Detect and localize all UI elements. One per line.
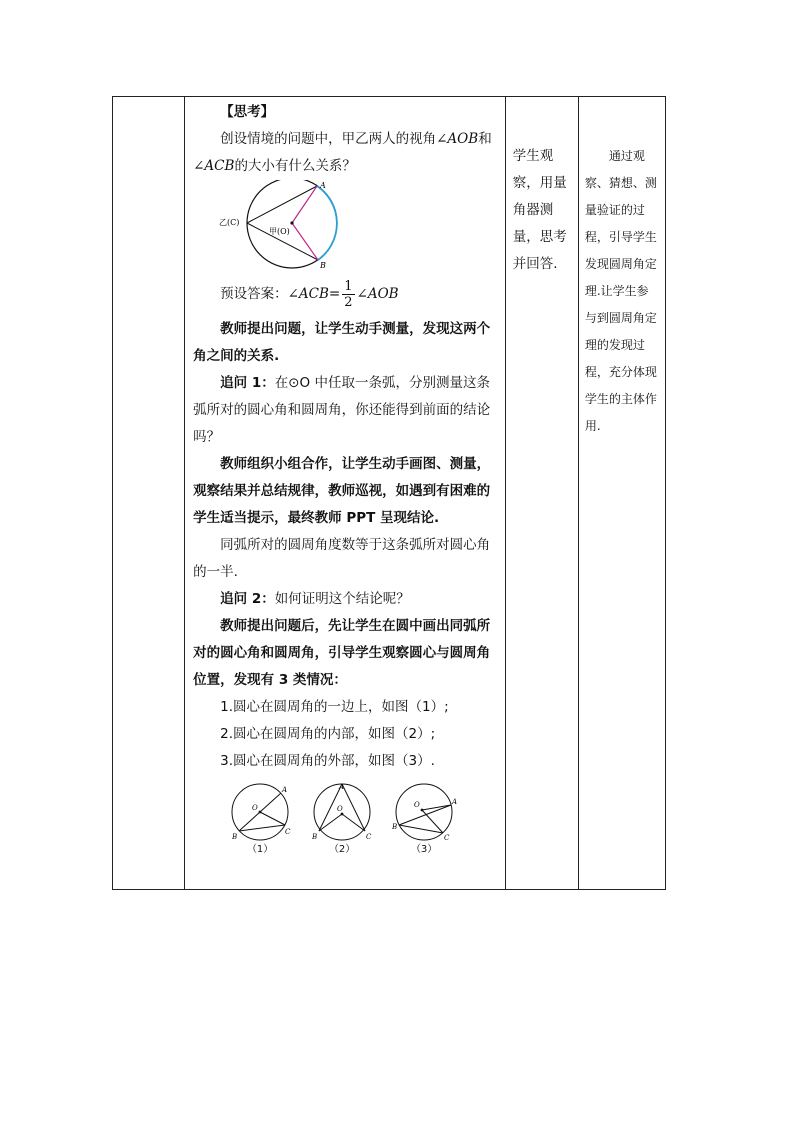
angle-acb: ∠ACB: [193, 158, 235, 174]
teacher-prompt-1: 教师提出问题，让学生动手测量，发现这两个角之间的关系.: [193, 321, 491, 364]
answer-left: ∠ACB=: [287, 285, 341, 302]
case-item-3: 3.圆心在圆周角的外部，如图（3）.: [220, 753, 435, 769]
radius-ob: [292, 223, 318, 260]
design-intent-cell: [578, 97, 665, 890]
viewing-angle-figure: [219, 180, 349, 272]
label-o: 甲(O): [269, 227, 290, 236]
teaching-content-cell: [185, 97, 506, 890]
conclusion: 同弧所对的圆周角度数等于这条弧所对圆心角的一半.: [193, 537, 491, 580]
fig1-label-c: C: [285, 828, 291, 836]
case-1-caption: （1）: [246, 844, 274, 855]
chord-ca: [247, 186, 317, 223]
intro-text-2: 和: [478, 131, 492, 147]
case-figure-2: [301, 781, 383, 857]
student-activity-text: 学生观察，用量角器测量，思考并回答.: [512, 148, 567, 272]
fig2-label-b: B: [312, 833, 318, 841]
fig2-label-a: A: [339, 783, 345, 791]
teacher-prompt-2: 教师组织小组合作，让学生动手画图、测量，观察结果并总结规律，教师巡视，如遇到有困难的学生适当提示，最终教师 PPT 呈现结论.: [193, 456, 491, 526]
case-2-diagram: [307, 781, 377, 843]
fig1-label-b: B: [232, 833, 238, 841]
case-item-2: 2.圆心在圆周角的内部，如图（2）;: [220, 726, 436, 742]
case-item-1: 1.圆心在圆周角的一边上，如图（1）;: [220, 699, 449, 715]
label-c: 乙(C): [219, 218, 240, 227]
section-heading: 【思考】: [220, 104, 275, 120]
teacher-prompt-3: 教师提出问题后，先让学生在圆中画出同弧所对的圆心角和圆周角，引导学生观察圆心与圆周角位置，发现有 3 类情况：: [193, 618, 491, 688]
angle-aob: ∠AOB: [436, 131, 479, 147]
followup-2-text: 如何证明这个结论呢？: [274, 591, 410, 607]
stage-column: [113, 97, 185, 890]
center-point: [291, 221, 294, 224]
half-fraction: [342, 279, 354, 310]
intro-text-1: 创设情境的问题中，甲乙两人的视角: [220, 131, 437, 147]
label-a: A: [320, 181, 326, 190]
fraction-numerator: 1: [344, 278, 353, 294]
radius-oa: [292, 186, 317, 223]
intro-question: [193, 126, 499, 180]
fig3-label-b: B: [392, 823, 398, 831]
case-2-caption: （2）: [328, 844, 356, 855]
case-3-caption: （3）: [410, 844, 438, 855]
fraction-denominator: 2: [344, 294, 353, 310]
design-intent-body: 通过观察、猜想、测量验证的过程，引导学生发现圆周角定理.让学生参与到圆周角定理的发现过程，充分体现学生的主体作用.: [584, 149, 657, 433]
fig3-label-c: C: [444, 834, 450, 842]
arc-ab: [317, 186, 337, 260]
case-figure-3: [383, 781, 465, 857]
fig1-label-o: O: [252, 804, 258, 812]
followup-question-2: [193, 586, 499, 613]
case-3-diagram: [389, 781, 459, 843]
intro-text-3: 的大小有什么关系？: [234, 158, 356, 174]
fig2-label-c: C: [366, 833, 372, 841]
case-1-diagram: [225, 781, 295, 843]
fig2-label-o: O: [337, 805, 343, 813]
three-case-figures: [219, 781, 499, 857]
answer-prefix: 预设答案：: [220, 285, 288, 302]
label-b: B: [320, 261, 327, 270]
case-figure-1: [219, 781, 301, 857]
fig3-label-a: A: [452, 798, 458, 806]
fig3-label-o: O: [414, 801, 420, 809]
answer-right: ∠AOB: [356, 285, 399, 302]
fig1-label-a: A: [282, 786, 288, 794]
design-intent-text: [579, 97, 665, 440]
followup-1-label: 追问 1：: [220, 375, 275, 391]
followup-question-1: [193, 370, 499, 451]
lesson-table: [112, 96, 666, 890]
followup-2-label: 追问 2：: [220, 591, 275, 607]
followup-1-text: 在⊙O 中任取一条弧，分别测量这条弧所对的圆心角和圆周角，你还能得到前面的结论吗？: [193, 375, 491, 445]
student-activity-cell: [505, 97, 578, 890]
preset-answer: [193, 272, 499, 316]
